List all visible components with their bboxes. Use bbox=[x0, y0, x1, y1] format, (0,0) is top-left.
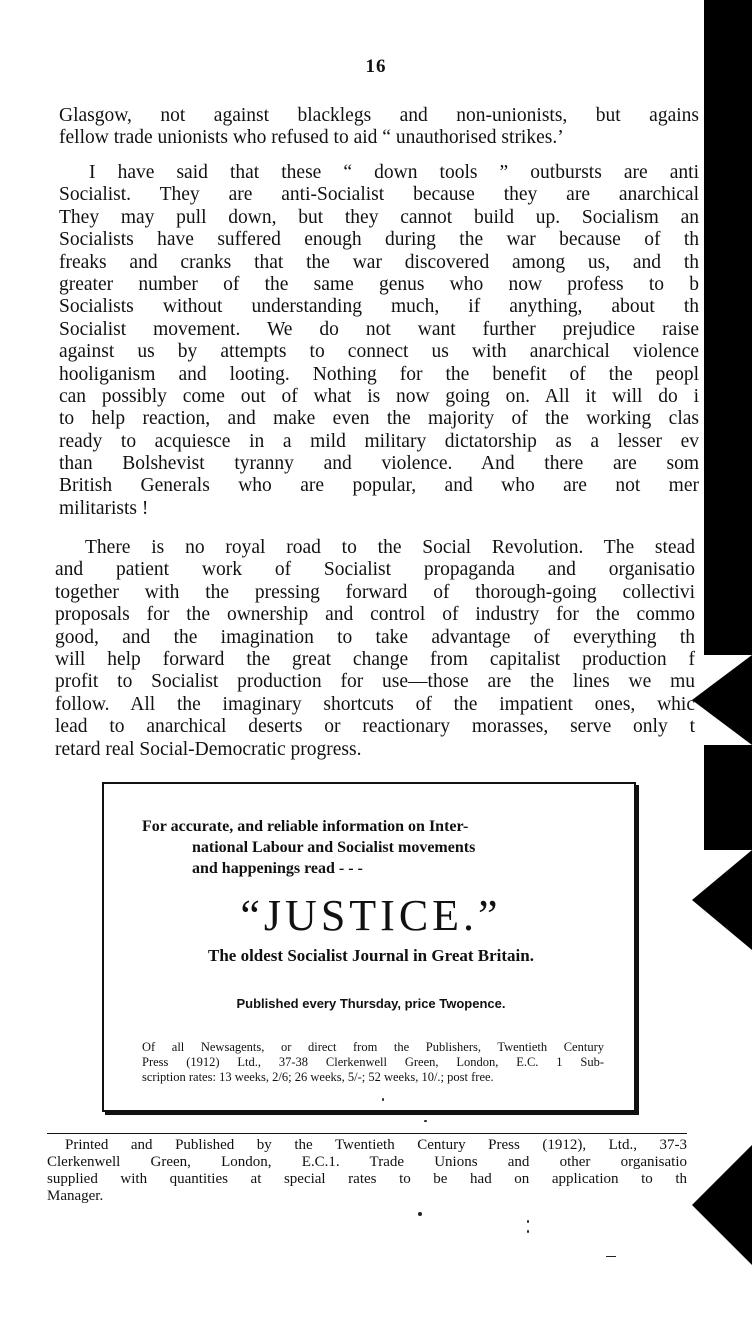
text-line: Socialists without understanding much, if anything, about th bbox=[59, 296, 699, 318]
text-line: British Generals who are popular, and who are not mer bbox=[59, 475, 699, 497]
advert-title: “JUSTICE.” bbox=[240, 891, 502, 940]
text-line: proposals for the ownership and control of industry for the commo bbox=[55, 604, 695, 626]
scan-border-wedge bbox=[692, 850, 752, 950]
advert-details-line: scription rates: 13 weeks, 2/6; 26 weeks, 5/-; 52 weeks, 10/.; post free. bbox=[142, 1070, 494, 1084]
scan-border-dark-strip bbox=[704, 0, 752, 655]
text-line: against us by attempts to connect us with anarchical violence bbox=[59, 341, 699, 363]
text-line: They may pull down, but they cannot build up. Socialism an bbox=[59, 206, 699, 228]
scan-border-wedge bbox=[692, 655, 752, 745]
advert-intro-line: national Labour and Socialist movements bbox=[192, 839, 476, 856]
scan-speck bbox=[418, 1212, 422, 1216]
paragraph bbox=[55, 537, 695, 761]
text-line: freaks and cranks that the war discovered among us, and th bbox=[59, 251, 699, 273]
scan-speck bbox=[527, 1230, 529, 1233]
text-line: retard real Social-Democratic progress. bbox=[55, 738, 362, 760]
text-line: militarists ! bbox=[59, 497, 149, 519]
advert-details-line: Press (1912) Ltd., 37-38 Clerkenwell Green, London, E.C. 1 Sub- bbox=[142, 1055, 604, 1069]
text-line: ready to acquiesce in a mild military dictatorship as a lesser ev bbox=[59, 430, 699, 452]
advert-schedule: Published every Thursday, price Twopence. bbox=[236, 996, 506, 1011]
imprint-line: Printed and Published by the Twentieth Century Press (1912), Ltd., 37-3 bbox=[65, 1137, 687, 1153]
imprint-line: Clerkenwell Green, London, E.C.1. Trade Unions and other organisatio bbox=[47, 1154, 687, 1170]
text-line: Socialist movement. We do not want further prejudice raise bbox=[59, 318, 699, 340]
scan-border-dark-strip bbox=[704, 745, 752, 850]
text-line: I have said that these “ down tools ” outbursts are anti bbox=[89, 162, 699, 183]
advert-subtitle: The oldest Socialist Journal in Great Britain. bbox=[207, 946, 534, 965]
printer-imprint bbox=[47, 1133, 687, 1205]
text-line: lead to anarchical deserts or reactionary morasses, serve only t bbox=[55, 716, 695, 738]
text-line: will help forward the great change from capitalist production f bbox=[55, 648, 695, 670]
text-line: can possibly come out of what is now going on. All it will do i bbox=[59, 385, 699, 407]
text-line: Glasgow, not against blacklegs and non-unionists, but agains bbox=[59, 105, 699, 126]
paragraph bbox=[59, 105, 699, 150]
text-line: follow. All the imaginary shortcuts of the impatient ones, whic bbox=[55, 693, 695, 715]
justice-advertisement-box bbox=[102, 782, 636, 1112]
advert-intro-line: For accurate, and reliable information on Inter- bbox=[142, 818, 469, 835]
scan-speck bbox=[424, 1120, 427, 1122]
text-line: Socialists have suffered enough during the war because of th bbox=[59, 229, 699, 251]
paragraph bbox=[59, 162, 699, 520]
imprint-line: supplied with quantities at special rates to be had on application to th bbox=[47, 1171, 687, 1187]
text-line: greater number of the same genus who now profess to b bbox=[59, 273, 699, 295]
text-line: and patient work of Socialist propaganda and organisatio bbox=[55, 559, 695, 581]
page-number: 16 bbox=[365, 56, 387, 77]
text-line: together with the pressing forward of thorough-going collectivi bbox=[55, 581, 695, 603]
advert-details bbox=[142, 1040, 604, 1085]
text-line: fellow trade unionists who refused to aid “ unauthorised strikes.’ bbox=[59, 127, 564, 149]
scan-border-wedge bbox=[692, 1145, 752, 1265]
text-line: Socialist. They are anti-Socialist because they are anarchical bbox=[59, 184, 699, 206]
text-line: good, and the imagination to take advantage of everything th bbox=[55, 626, 695, 648]
scan-speck bbox=[382, 1098, 384, 1101]
scan-speck bbox=[606, 1256, 616, 1257]
text-line: hooliganism and looting. Nothing for the benefit of the peopl bbox=[59, 363, 699, 385]
scan-speck bbox=[527, 1220, 529, 1223]
advert-intro-line: and happenings read - - - bbox=[192, 860, 363, 877]
text-line: There is no royal road to the Social Revolution. The stead bbox=[85, 537, 695, 558]
text-line: than Bolshevist tyranny and violence. And there are som bbox=[59, 453, 699, 475]
imprint-line: Manager. bbox=[47, 1188, 104, 1204]
text-line: to help reaction, and make even the majority of the working clas bbox=[59, 408, 699, 430]
text-line: profit to Socialist production for use—those are the lines we mu bbox=[55, 671, 695, 693]
advert-details-line: Of all Newsagents, or direct from the Publishers, Twentieth Century bbox=[142, 1040, 604, 1054]
advert-intro bbox=[142, 816, 612, 879]
